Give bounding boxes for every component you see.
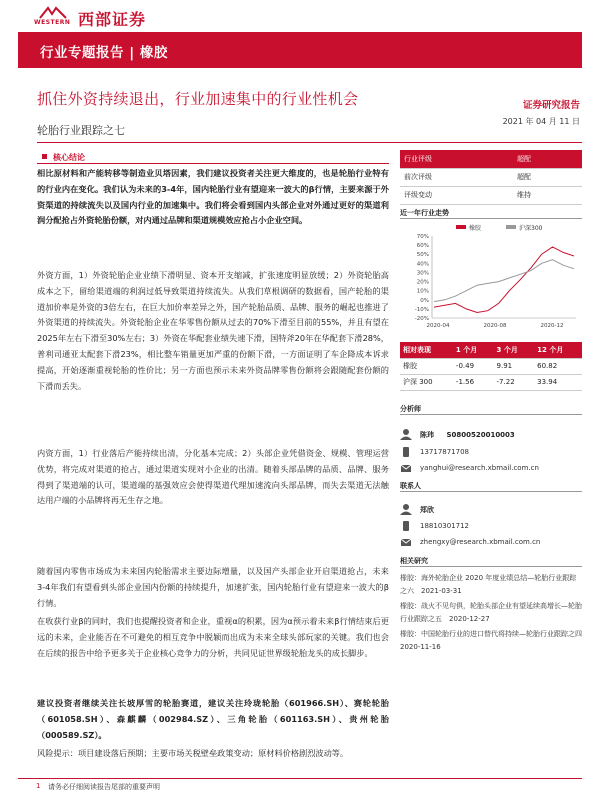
phone-icon [401,521,411,531]
email-icon [401,463,411,473]
analyst-email[interactable]: yanghui@research.xbmail.com.cn [420,464,539,472]
series-line-csi300 [434,260,574,302]
footer-divider [18,778,582,779]
analyst-phone: 13717871708 [420,448,469,456]
x-tick-label: 2020-04 [426,323,450,329]
performance-cell: -0.49 [453,358,494,374]
rating-value: 超配 [513,150,582,168]
report-category: 行业专题报告 | 橡胶 [40,45,168,61]
rating-row [400,186,582,204]
performance-header-row [400,342,582,358]
rating-label: 评级变动 [400,186,513,204]
x-tick-label: 2020-08 [483,323,507,329]
core-paragraph-3: 内资方面，1）行业落后产能持续出清，分化基本完成；2）头部企业凭借资金、规模、管理运营优势，将完成对渠道的抢占，通过渠道实现对小企业的出清。随着头部品牌的品质、品牌、服务得到了渠道端的认可，渠道端的基强效应会使得渠道代理加速流向头部品牌，而失去渠道无法触达用户端的小品牌将再无生存之地。 [37,448,389,506]
analyst-divider [400,414,582,415]
phone-icon [401,447,411,457]
legend-label: 橡胶 [469,225,482,232]
core-paragraph-4: 随着国内零售市场成为未来国内轮胎需求主要边际增量，以及国产头部企业开启渠道抢占，未来3-4年我们有望看到头部企业国内份额的持续提升，加速扩张，国内轮胎行业有望迎来一波大的β行情。 [37,566,389,608]
y-tick-label: 10% [416,288,429,295]
y-tick-label: 20% [416,279,429,286]
report-type-label: 证券研究报告 [522,100,580,111]
trend-divider [400,218,582,219]
performance-cell: 沪深 300 [400,374,453,390]
performance-cell: 橡胶 [400,358,453,374]
contact-email[interactable]: zhengxy@research.xbmail.com.cn [420,538,541,546]
y-tick-label: 40% [416,261,429,268]
legend-label: 沪深300 [519,225,543,232]
core-paragraph-1: 相比原材料和产能转移等制造业贝塔因素，我们建议投资者关注更大维度的，也是轮胎行业特有的行业内在变化。我们认为未来的3-4年，国内轮胎行业有望迎来一波大的β行情，主要来源于外资渠道的持续流失以及国内行业的加速集中。我们将会看到国内头部企业对外通过更好的渠道利润分配抢占外资轮胎份额，对内通过品牌和渠道规模效应抢占小企业空间。 [37,168,389,226]
performance-cell: 60.82 [534,358,582,374]
rating-row [400,168,582,186]
core-paragraph-6: 建议投资者继续关注长坡厚雪的轮胎赛道，建议关注玲珑轮胎（601966.SH）、赛轮轮胎（601058.SH）、森麒麟（002984.SZ）、三角轮胎（601163.SH）、贵州轮胎（000589.SZ）。 [37,698,389,740]
analyst-code: S0800520010003 [446,431,515,439]
legend-swatch [456,225,466,229]
analyst-heading: 分析师 [400,405,421,413]
trend-chart-title: 近一年行业走势 [400,209,449,217]
contact-heading: 联系人 [400,482,421,490]
performance-cell: 9.91 [494,358,535,374]
related-heading: 相关研究 [400,557,428,565]
performance-row [400,358,582,374]
person-icon [400,428,412,440]
page-number: 1 [36,782,41,790]
trend-chart [400,222,582,332]
related-divider [400,566,582,567]
performance-header-cell: 1 个月 [453,342,494,358]
performance-header-cell: 相对表现 [400,342,453,358]
report-date: 2021 年 04 月 11 日 [502,117,580,126]
logo-english-text: WESTERN [34,19,71,26]
y-tick-label: -10% [414,306,429,313]
performance-header-cell: 3 个月 [494,342,535,358]
y-tick-label: 60% [416,243,429,250]
rating-value: 维持 [513,186,582,204]
performance-cell: -7.22 [494,374,535,390]
performance-header-cell: 12 个月 [534,342,582,358]
core-divider [37,163,389,164]
email-icon [401,537,411,547]
related-item[interactable]: 橡胶：中国轮胎行业的进口替代将持续—轮胎行业跟踪之四 2020-11-16 [400,630,589,651]
y-tick-label: 30% [416,270,429,277]
y-tick-label: 70% [416,234,429,240]
contact-divider [400,491,582,492]
company-logo [34,6,174,28]
logo-chinese-text: 西部证券 [78,10,147,29]
related-item[interactable]: 橡胶：战火不见句俱，轮胎头部企业有望延续高增长—轮胎行业跟踪之五 2020-12-27 [400,602,582,623]
performance-cell: -1.56 [453,374,494,390]
contact-name: 郑欣 [420,506,434,514]
footer-disclaimer: 请务必仔细阅读报告尾部的重要声明 [48,783,160,791]
person-icon [400,503,412,515]
rating-row [400,150,582,168]
rating-value: 超配 [513,168,582,186]
analyst-name [420,430,515,440]
title-divider [37,142,582,143]
rating-table [400,150,582,205]
core-paragraph-2: 外资方面，1）外资轮胎企业业绩下滑明显、资本开支缩减，扩张速度明显放缓；2）外资轮胎高成本之下，留给渠道端的利润过低导致渠道持续流失。从我们草根调研的数据看，国产轮胎的渠道加价率是外资的3倍左右，在巨大加价率差异之外，国产轮胎品质、品牌、服务的崛起也推进了外资渠道的持续流失。外资轮胎企业在华零售份额从过去的70%下滑至目前的55%，并且有望在2025年左右下滑至30%左右；3）外资在华配套业绩失速下滑，国特斧20年在华配套下滑28%，普利司通亚太配套下滑23%，相比整车销量更加严重的份额下滑，一方面证明了车企降成本诉求提高，开始逐渐重视轮胎的性价比；另一方面也预示未来外资品牌零售份额将会跟随配套份额的下滑而丢失。 [37,270,389,391]
y-tick-label: -20% [414,316,429,322]
rating-label: 行业评级 [400,150,513,168]
performance-table [400,342,582,391]
contact-phone: 18810301712 [420,522,469,530]
x-tick-label: 2020-12 [540,323,564,329]
y-tick-label: 0% [420,297,429,304]
logo-mark-icon [38,6,68,20]
rating-label: 前次评级 [400,168,513,186]
core-heading: 核心结论 [53,153,85,162]
core-heading-bullet-icon [42,154,47,159]
analyst-name-text: 陈玮 [420,431,434,439]
performance-row [400,374,582,390]
y-tick-label: 50% [416,252,429,259]
core-paragraph-5: 在收获行业β的同时，我们也提醒投资者和企业，重视α的积累，因为α预示着未来β行情结束后更远的未来，企业能否在不可避免的相互竞争中脱颖而出成为未来全球头部玩家的关键。我们也会在后续的报告中给予更多关于企业核心竞争力的分析，共同见证世界级轮胎龙头的成长脚步。 [37,616,389,658]
performance-cell: 33.94 [534,374,582,390]
report-title: 抓住外资持续退出，行业加速集中的行业性机会 [37,90,359,108]
related-item[interactable]: 橡胶：海外轮胎企业 2020 年度业绩总结—轮胎行业跟踪之六 2021-03-31 [400,574,577,595]
report-subtitle: 轮胎行业跟踪之七 [37,124,125,137]
legend-swatch [506,225,516,229]
risk-warning: 风险提示：项目建设落后预期；主要市场关税壁垒政策变动；原材料价格剧烈波动等。 [37,748,349,758]
